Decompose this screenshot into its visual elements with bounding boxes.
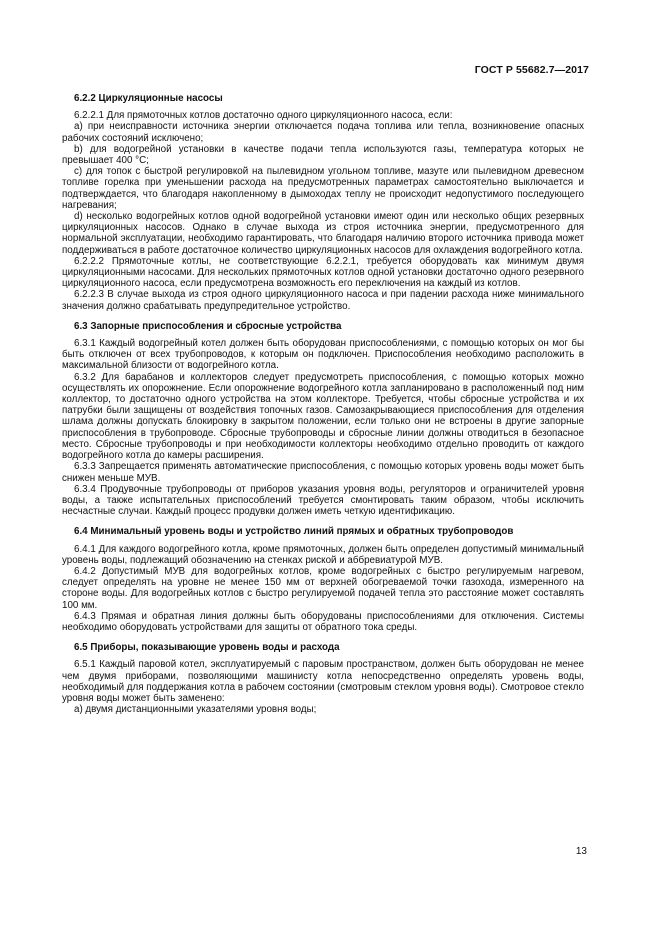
paragraph: 6.3.4 Продувочные трубопроводы от приборов указания уровня воды, регуляторов и ограничителей уровня воды, а также испытательных приспособлений требуется смонтировать таким образом, чтобы исключить несчастные случаи. Каждый процесс продувки должен иметь четкую идентификацию. (62, 483, 584, 518)
paragraph: 6.2.2.2 Прямоточные котлы, не соответствующие 6.2.2.1, требуется оборудовать как минимум двумя циркуляционными насосами. Для нескольких прямоточных котлов одной установки достаточно одного резервного циркуляционного насоса, если предусмотрена возможность его переключения на каждый из котлов. (62, 255, 584, 290)
document-id: ГОСТ Р 55682.7—2017 (474, 64, 589, 76)
paragraph: 6.2.2.1 Для прямоточных котлов достаточно одного циркуляционного насоса, если: (74, 110, 453, 122)
paragraph: 6.5.1 Каждый паровой котел, эксплуатируемый с паровым пространством, должен быть оборудован не менее чем двумя приборами, позволяющими машинисту котла непосредственно определять уровень воды, необходимый для поддержания котла в рабочем состоянии (смотровым стеклом уровня воды). Смотровое стекло уровня воды может быть заменено: (62, 659, 584, 704)
paragraph: 6.3.3 Запрещается применять автоматические приспособления, с помощью которых уровень воды может быть снижен меньше МУВ. (62, 461, 584, 484)
section-heading: 6.3 Запорные приспособления и сбросные устройства (74, 320, 342, 332)
paragraph: 6.3.1 Каждый водогрейный котел должен быть оборудован приспособлениями, с помощью которых он мог бы быть отключен от всех трубопроводов, к которым он подключен. Приспособления необходимо расположить в максимальной близости от водогрейного котла. (62, 338, 584, 372)
paragraph: 6.4.1 Для каждого водогрейного котла, кроме прямоточных, должен быть определен допустимый минимальный уровень воды, подлежащий обозначению на стенках риской и аббревиатурой МУВ. (62, 543, 584, 566)
section-heading: 6.4 Минимальный уровень воды и устройство линий прямых и обратных трубопроводов (74, 526, 514, 538)
section-heading: 6.5 Приборы, показывающие уровень воды и расхода (74, 642, 340, 654)
paragraph: c) для топок с быстрой регулировкой на пылевидном угольном топливе, мазуте или пылевидном древесном топливе горелка при уменьшении расхода на предусмотренных параметрах самостоятельно выключается и подтверждается, что благодаря накопленному в дымоходах теплу не происходит недопустимого последующего нагревания; (62, 166, 584, 211)
paragraph: d) несколько водогрейных котлов одной водогрейной установки имеют один или несколько общих резервных циркуляционных насосов. Однако в случае выхода из строя источника энергии, предусмотренного для нормальной эксплуатации, необходимо гарантировать, что благодаря наличию второго источника привода может поддерживаться в работе достаточное количество циркуляционных насосов для охлаждения водогрейного котла. (62, 211, 584, 256)
paragraph: b) для водогрейной установки в качестве подачи тепла используются газы, температура которых не превышает 400 °С; (62, 143, 584, 167)
paragraph: a) двумя дистанционными указателями уровня воды; (74, 704, 317, 716)
paragraph: 6.2.2.3 В случае выхода из строя одного циркуляционного насоса и при падении расхода ниже минимального значения должно срабатывать предупредительное устройство. (62, 289, 584, 312)
paragraph: 6.3.2 Для барабанов и коллекторов следует предусмотреть приспособления, с помощью которых можно осуществлять их опорожнение. Если опорожнение водогрейного котла запланировано в расположенный под ним коллектор, то достаточно одного устройства на этом коллекторе. Требуется, чтобы сбросные устройства и их патрубки были защищены от воздействия топочных газов. Самозакрывающиеся приспособления для отделения шлама должны допускать блокировку в закрытом положении, если только они не встроены в другие запорные приспособления в трубопроводе. Сбросные трубопроводы и сбросные линии должны отводиться в безопасное место. Сбросные трубопроводы и при необходимости коллекторы необходимо отдельно проводить от каждого водогрейного котла до камеры расширения. (62, 371, 584, 462)
page-number: 13 (575, 846, 587, 857)
paragraph: 6.4.3 Прямая и обратная линия должны быть оборудованы приспособлениями для отключения. Системы необходимо оборудовать устройствами для защиты от обратного тока среды. (62, 610, 584, 633)
paragraph: a) при неисправности источника энергии отключается подача топлива или тепла, возникновение опасных рабочих состояний исключено; (62, 121, 584, 144)
paragraph: 6.4.2 Допустимый МУВ для водогрейных котлов, кроме водогрейных с быстро регулируемым нагревом, следует определять на уровне не менее 150 мм от верхней обогреваемой точки газохода, измеренного на стороне воды. Для водогрейных котлов с быстро регулируемой подачей тепла это расстояние может составлять 100 мм. (62, 565, 584, 611)
document-body (62, 93, 584, 715)
section-heading: 6.2.2 Циркуляционные насосы (74, 93, 223, 104)
